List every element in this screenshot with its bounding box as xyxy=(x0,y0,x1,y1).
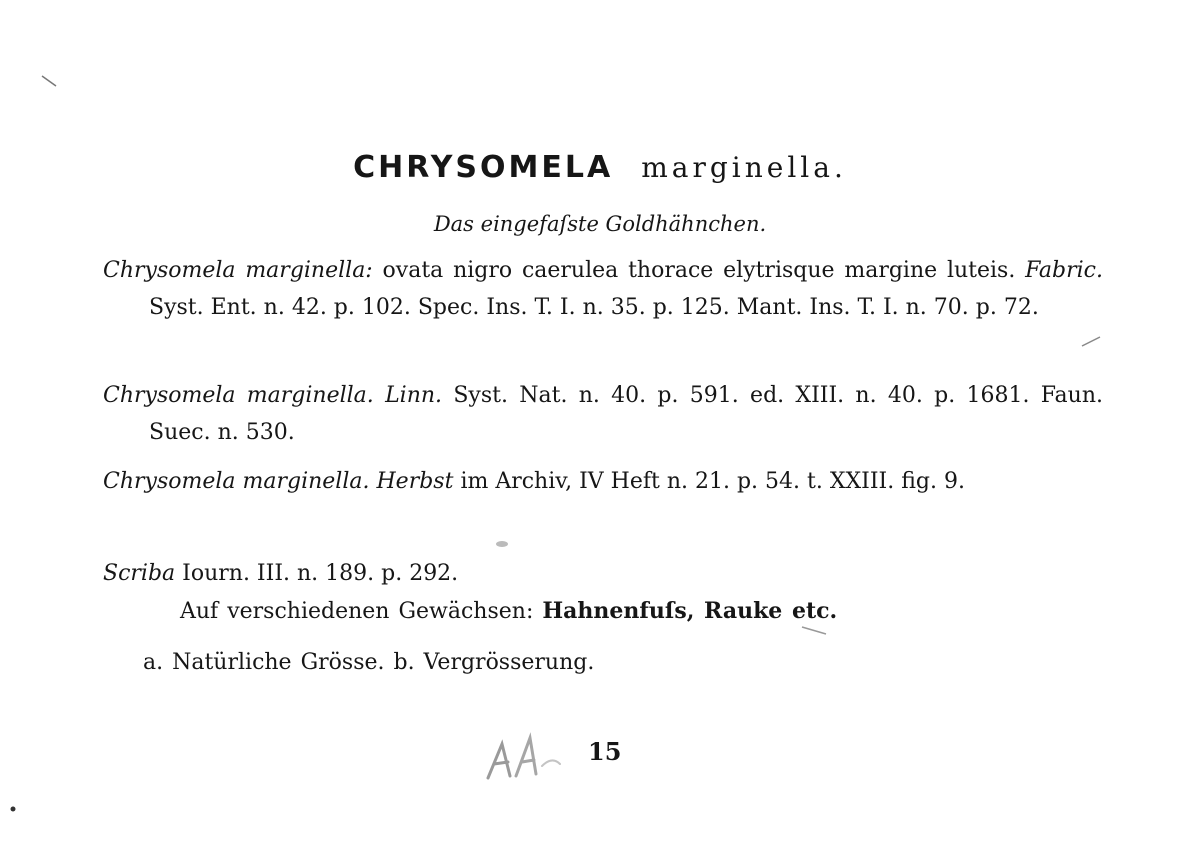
synonym-entry-herbst xyxy=(103,463,1103,500)
species-title xyxy=(0,150,1200,185)
reference-citation: Syst. Ent. n. 42. p. 102. Spec. Ins. T. I. n. 35. p. 125. Mant. Ins. T. I. n. 70. p. 72. xyxy=(149,295,1039,320)
paper-speck-icon xyxy=(494,538,510,550)
reference-citation: Syst. Nat. n. 40. p. 591. ed. XIII. n. 40. p. 1681. Faun. Suec. n. 530. xyxy=(149,383,1103,445)
habitat-line xyxy=(180,598,837,624)
synonym-entry-fabricius xyxy=(103,252,1103,326)
vernacular-name: Das eingefaſste Goldhähnchen. xyxy=(433,212,767,236)
synonym-diagnosis: ovata nigro caerulea thorace elytrisque margine luteis. xyxy=(382,258,1016,283)
synonym-entry-scriba xyxy=(103,555,1103,592)
reference-author: Linn. xyxy=(385,383,443,408)
habitat-intro: Auf verschiedenen Gewächsen: xyxy=(180,599,534,624)
habitat-plants: Hahnenfuſs, Rauke etc. xyxy=(542,598,838,624)
handwritten-mark-icon xyxy=(480,716,580,786)
paper-speck-icon xyxy=(1080,334,1104,348)
reference-author: Herbst xyxy=(376,469,454,494)
paper-speck-icon xyxy=(800,624,830,638)
synonym-entry-linnaeus xyxy=(103,377,1103,451)
reference-author: Fabric. xyxy=(1025,258,1103,283)
page-number: 15 xyxy=(588,737,622,766)
synonym-name: Chrysomela marginella: xyxy=(103,258,373,283)
reference-citation: im Archiv, IV Heft n. 21. p. 54. t. XXIII. fig. 9. xyxy=(460,469,965,494)
synonym-name: Chrysomela marginella. xyxy=(103,469,370,494)
paper-speck-icon xyxy=(8,804,18,814)
genus-name: CHRYSOMELA xyxy=(353,150,614,185)
species-name: marginella. xyxy=(641,151,847,184)
synonym-name: Chrysomela marginella. xyxy=(103,383,374,408)
figure-legend: a. Natürliche Grösse. b. Vergrösserung. xyxy=(143,650,595,675)
reference-citation: Iourn. III. n. 189. p. 292. xyxy=(182,561,459,586)
paper-speck-icon xyxy=(40,74,60,90)
reference-author: Scriba xyxy=(103,561,176,586)
